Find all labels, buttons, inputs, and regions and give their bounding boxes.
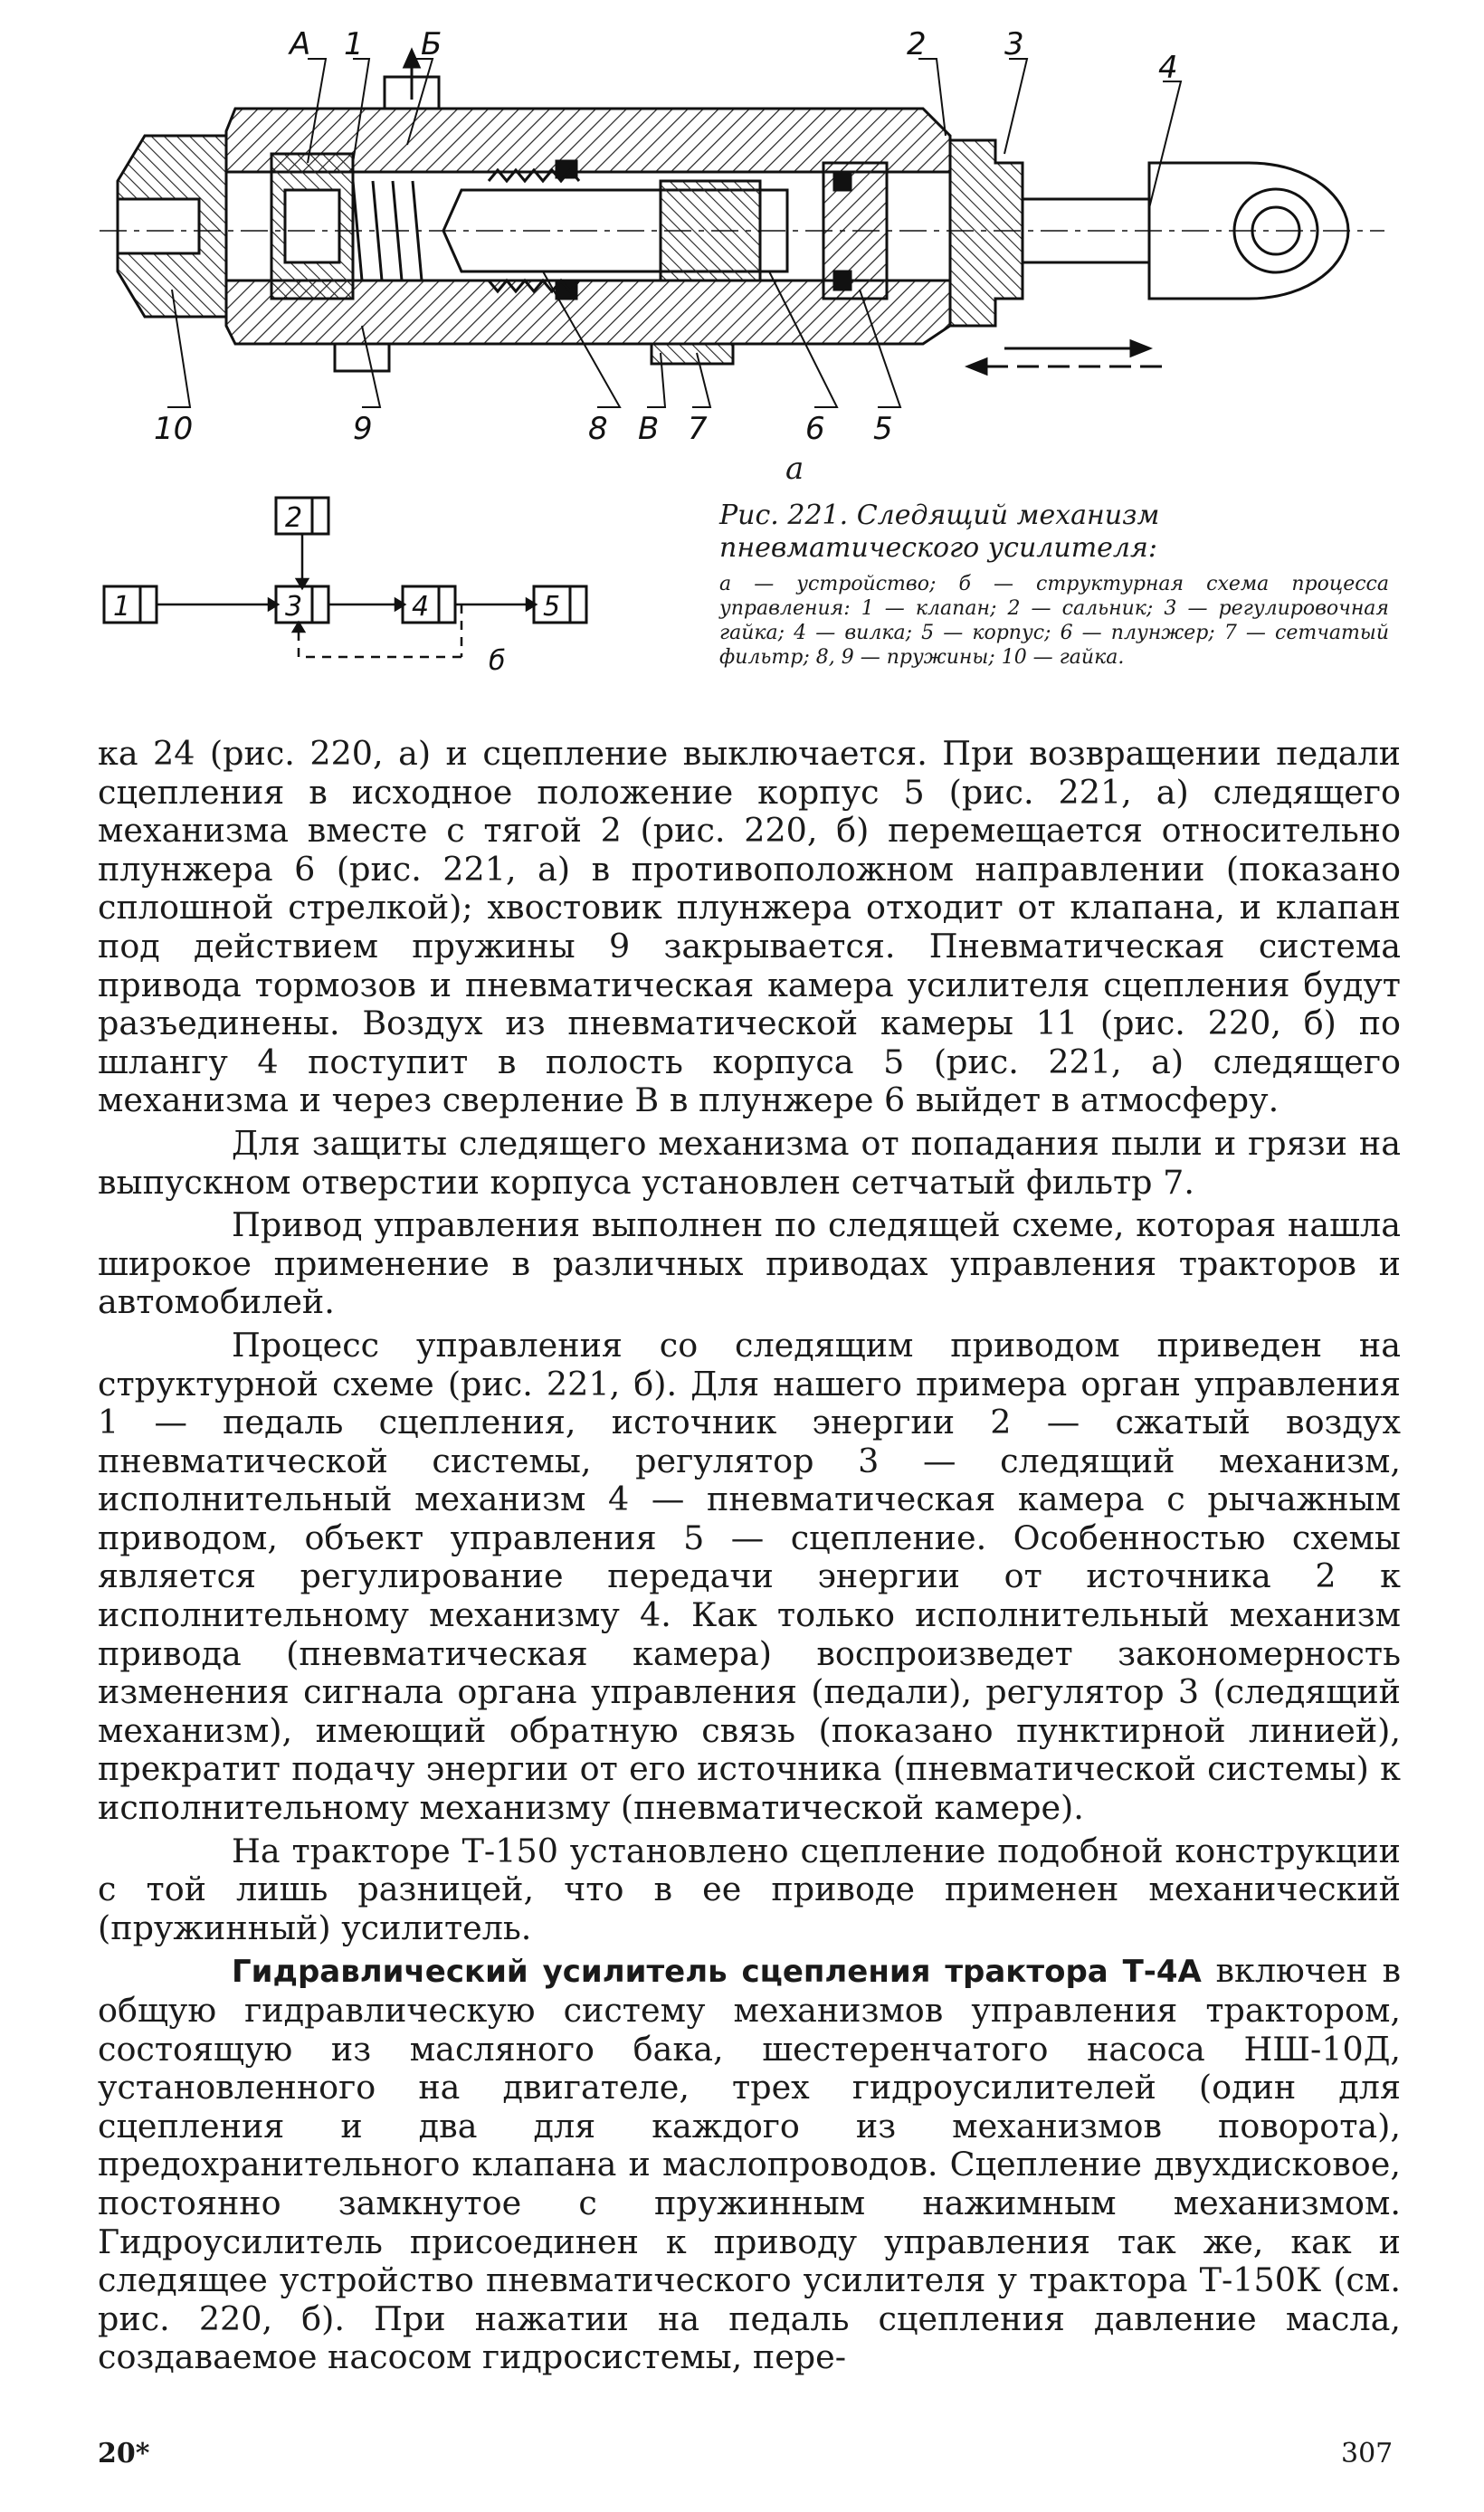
scheme-box-label: 4 [412,591,430,623]
callout-label: 3 [1004,26,1024,62]
mechanism-drawing [81,26,1412,480]
body-housing [100,77,1384,371]
structure-scheme [95,489,638,679]
section-heading: Гидравлический усилитель сцепления трактора Т-4А [232,1954,1202,1991]
paragraph: Для защиты следящего механизма от попадания пыли и грязи на выпускном отверстии корпуса установлен сетчатый фильтр 7. [98,1123,1401,1202]
figure-caption [719,500,1389,670]
paragraph: ка 24 (рис. 220, а) и сцепление выключается. При возвращении педали сцепления в исходное положение корпус 5 (рис. 221, а) следящего механизма вместе с тягой 2 (рис. 220, б) перемещается относительно плунжера 6 (рис. 221, а) в противоположном направлении (показано сплошной стрелкой); хвостовик плунжера отходит от клапана, и клапан под действием пружины 9 закрывается. Пневматическая система привода тормозов и пневматическая камера усилителя сцепления будут разъединены. Воздух из пневматической камеры 11 (рис. 220, б) по шлангу 4 поступит в полость корпуса 5 (рис. 221, а) следящего механизма и через сверление В в плунжере 6 выйдет в атмосферу. [98,734,1401,1120]
scheme-box-label: 2 [285,502,303,534]
caption-legend: а — устройство; б — структурная схема процесса управления: 1 — клапан; 2 — сальник; 3 — регулировочная гайка; 4 — вилка; 5 — корпус; 6 — плунжер; 7 — сетчатый фильтр; 8, 9 — пружины; 10 — гайка. [719,573,1389,669]
callout-label: В [638,411,660,447]
callout-label: А [290,26,311,62]
callout-label: 6 [805,411,825,447]
signature-mark: 20* [98,2438,150,2469]
callout-label: 5 [873,411,893,447]
callout-label: 9 [353,411,373,447]
paragraph: На тракторе Т-150 установлено сцепление подобной конструкции с той лишь разницей, что в ее приводе применен механический (пружинный) усилитель. [98,1831,1401,1947]
scheme-box-label: 1 [113,591,131,623]
callout-label: Б [421,26,442,62]
callout-label: 1 [344,26,364,62]
callout-label: 8 [588,411,608,447]
caption-title: Рис. 221. Следящий механизм пневматического усилителя: [719,500,1160,564]
callout-label: 2 [907,26,927,62]
subfigure-label-a: а [785,451,804,487]
callout-label: 7 [688,411,708,447]
scheme-box-label: 3 [285,591,303,623]
callout-label: 4 [1158,50,1178,86]
body-text [98,735,1401,2382]
paragraph-text: включен в общую гидравлическую систему механизмов управления трактором, состоящую из масляного бака, шестеренчатого насоса НШ-10Д, установленного на двигателе, трех гидроусилителей (один для сцепления и два для каждого из механизмов поворота), предохранительного клапана и маслопроводов. Сцепление двухдисковое, постоянно замкнутое с пружинным нажимным механизмом. Гидроусилитель присоединен к приводу управления так же, как и следящее устройство пневматического усилителя у трактора Т-150К (см. рис. 220, б). При нажатии на педаль сцепления давление масла, создаваемое насосом гидросистемы, пере- [98,1951,1402,2377]
paragraph: Привод управления выполнен по следящей схеме, которая нашла широкое применение в различных приводах управления тракторов и автомобилей. [98,1205,1401,1322]
page-number: 307 [1341,2438,1394,2469]
paragraph: Процесс управления со следящим приводом приведен на структурной схеме (рис. 221, б). Для нашего примера орган управления 1 — педаль сцепления, источник энергии 2 — сжатый воздух пневматической системы, регулятор 3 — следящий механизм, исполнительный механизм 4 — пневматическая камера с рычажным приводом, объект управления 5 — сцепление. Особенностью схемы является регулирование передачи энергии от источника 2 к исполнительному механизму 4. Как только исполнительный механизм привода (пневматическая камера) воспроизведет закономерность изменения сигнала органа управления (педали), регулятор 3 (следящий механизм), имеющий обратную связь (показано пунктирной линией), прекратит подачу энергии от его источника (пневматической системы) к исполнительному механизму (пневматической камере). [98,1325,1401,1828]
scheme-label-b: б [489,645,506,677]
paragraph [98,1952,1401,2377]
callout-label: 10 [154,411,194,447]
scheme-box-label: 5 [543,591,561,623]
